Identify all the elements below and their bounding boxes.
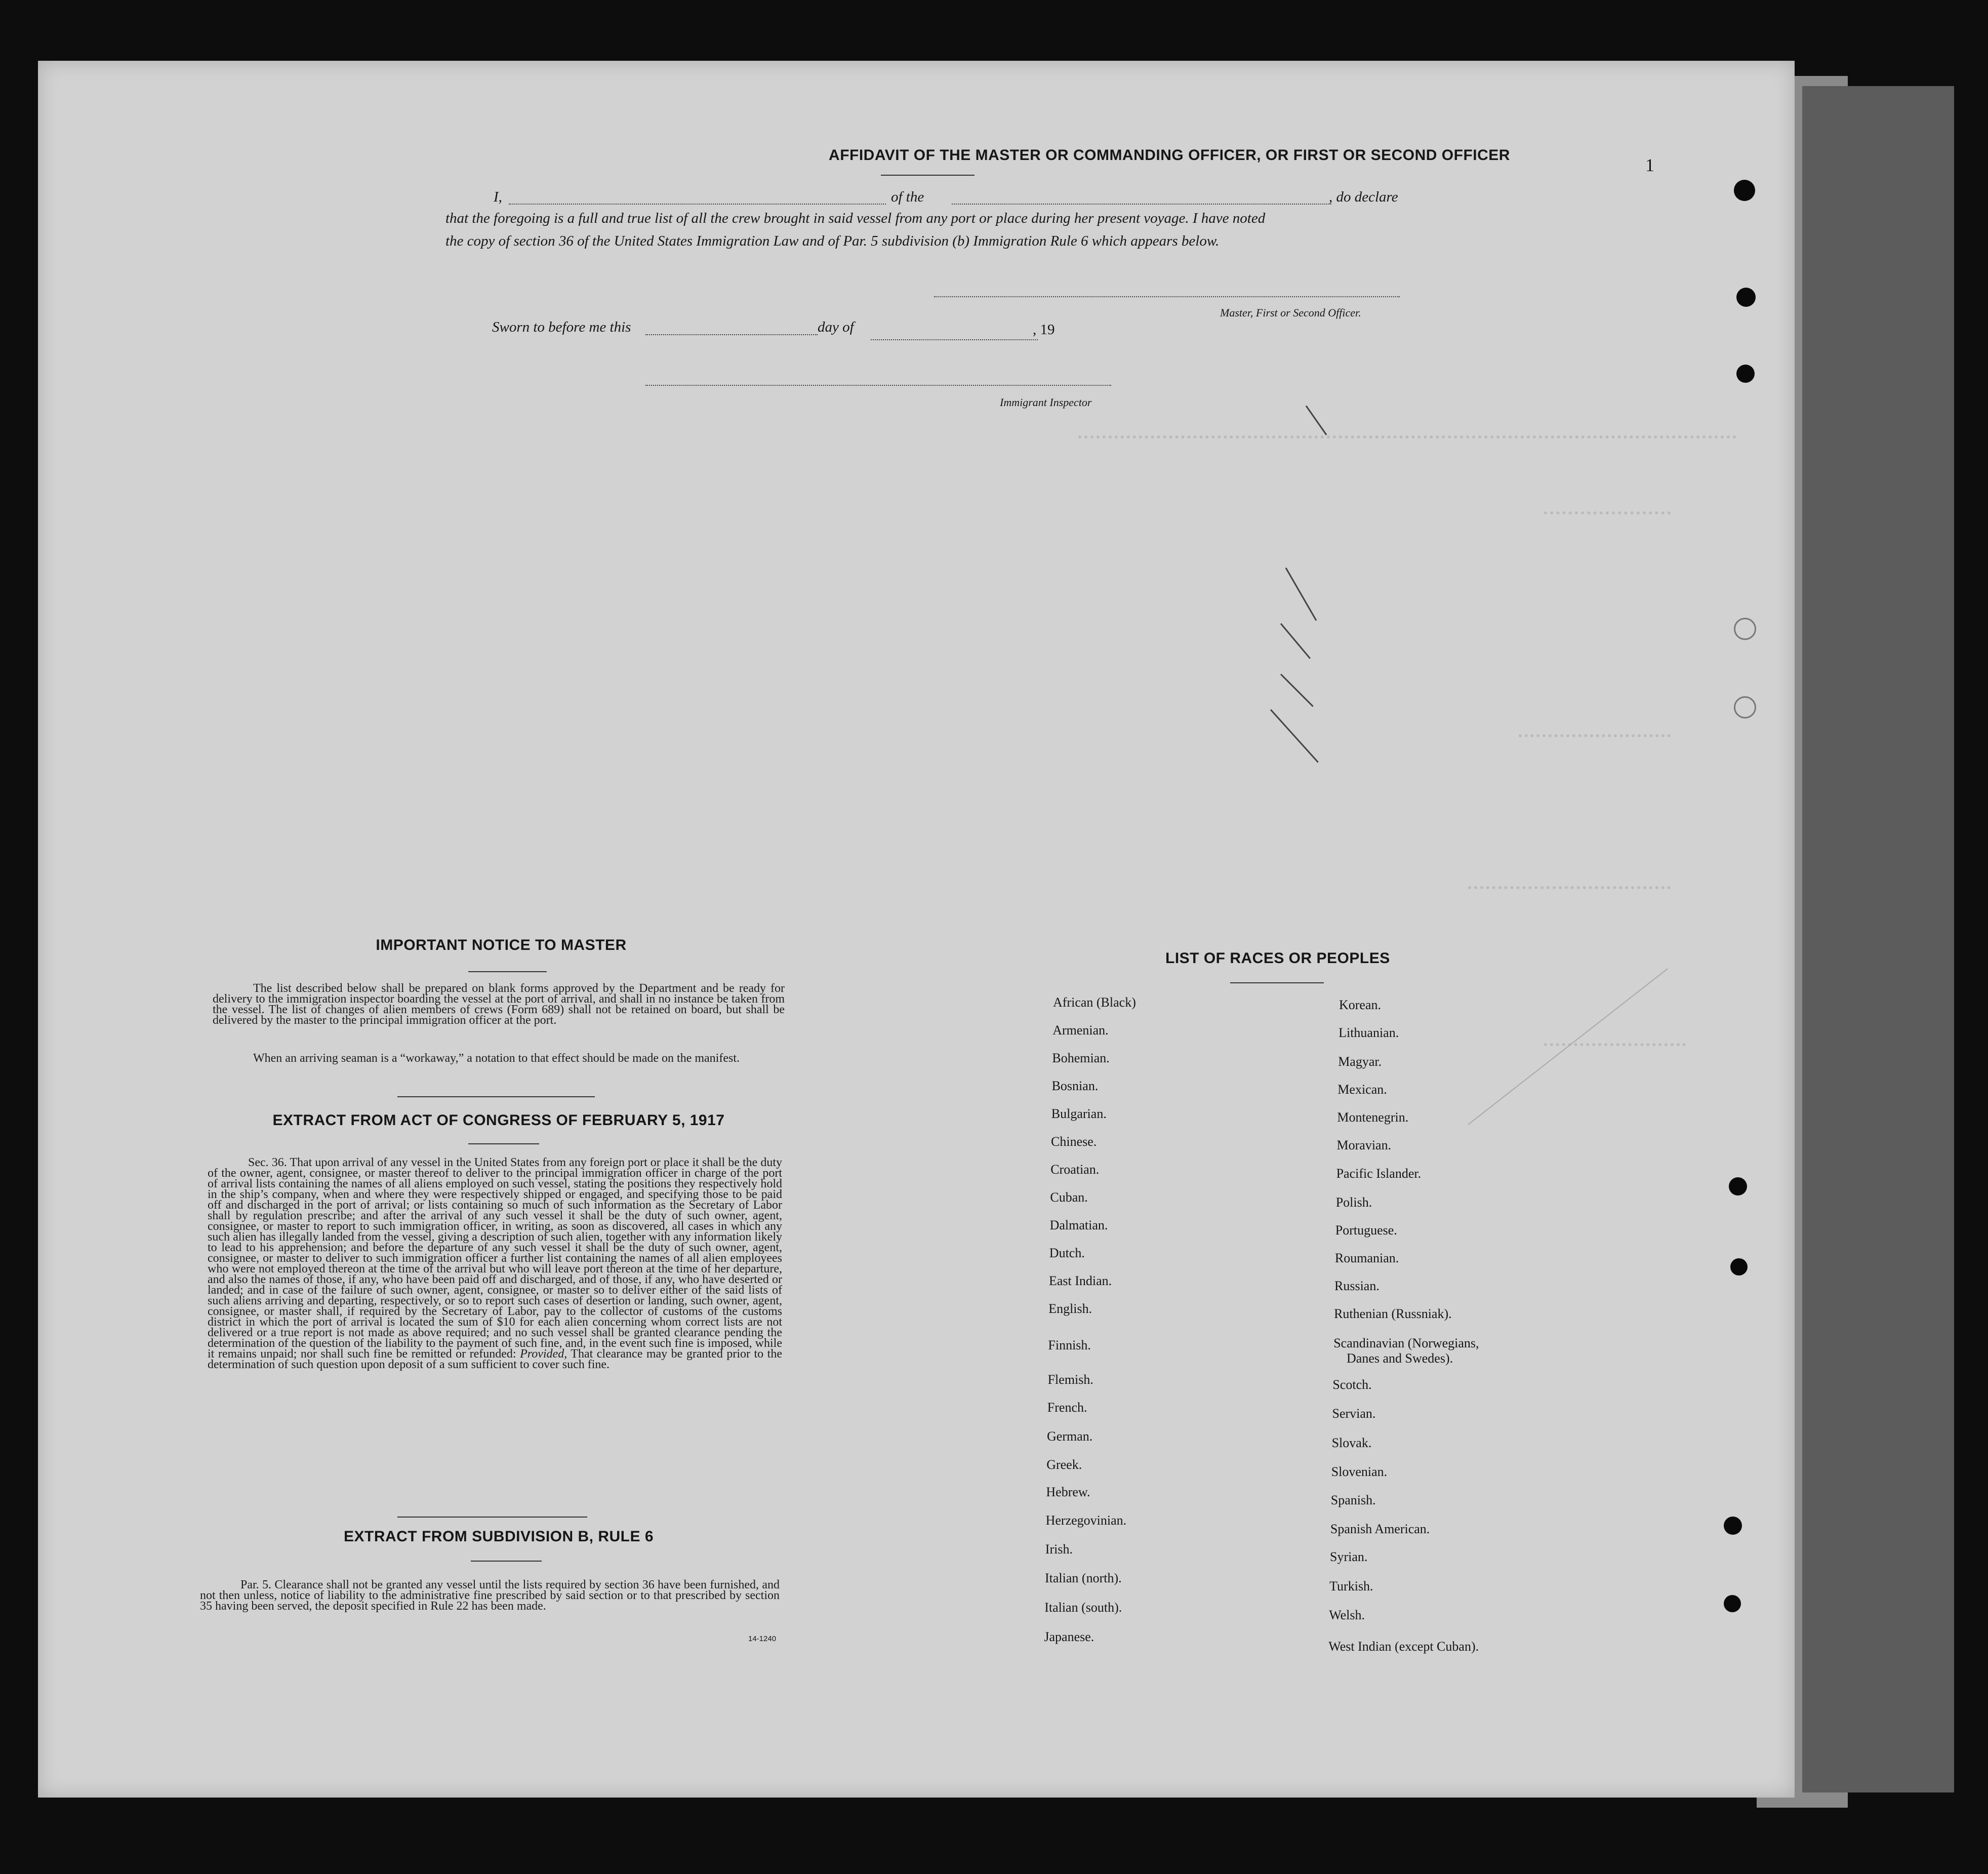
race-item: Spanish American. — [1330, 1522, 1430, 1536]
race-item: English. — [1048, 1301, 1092, 1316]
race-item: Dalmatian. — [1049, 1218, 1108, 1232]
race-item: Herzegovinian. — [1045, 1513, 1127, 1528]
divider — [468, 971, 547, 972]
section-text: That upon arrival of any vessel in the United States from any foreign port or place it shall be the duty of the owner, agent, consignee, or master thereof to deliver to the principal immigration officer in charge of the port of arrival lists containing the names of all aliens employed on such vessel, stating the positions they respectively hold in the ship’s company, when and where they were respectively shipped or engaged, and specifying those to be paid off and discharged in the port of arrival; or lists containing so much of such information as the Secretary of Labor shall by regulation prescribe; and after the arrival of any such vessel it shall be the duty of such owner, agent, consignee, or master to report to such immigration officer, in writing, as soon as discovered, all cases in which any such alien has illegally landed from the vessel, giving a description of such alien, together with any information likely to lead to his apprehension; and before the departure of any such vessel it shall be the duty of such owner, agent, consignee, or master to deliver to such immigration officer a further list containing the names of all alien employees who were not employed thereon at the time of the arrival but who will leave port thereon at the time of her departure, and also the names of those, if any, who have been paid off and discharged, and of those, if any, who have deserted or landed; and in case of the failure of such owner, agent, consignee, or master so to deliver either of the said lists of such aliens arriving and departing, respectively, or so to report such cases of desertion or landing, such owner, agent, consignee, or master shall, if required by the Secretary of Labor, pay to the collector of customs of the customs district in which the port of arrival is located the sum of $10 for each alien concerning whom correct lists are not delivered or a true report is not made as above required; and no such vessel shall be granted clearance pending the determination of the question of the liability to the payment of such fine, and, in the event such fine is imposed, while it remains unpaid; nor shall such fine be remitted or refunded: — [208, 1156, 782, 1361]
punch-hole — [1724, 1517, 1742, 1535]
race-item: Dutch. — [1049, 1246, 1085, 1260]
race-item: German. — [1047, 1429, 1093, 1444]
punch-hole — [1736, 365, 1755, 383]
divider — [397, 1517, 587, 1518]
master-signature-label: Master, First or Second Officer. — [1220, 306, 1361, 319]
race-item: Servian. — [1332, 1406, 1376, 1421]
race-item: Russian. — [1334, 1279, 1380, 1293]
sworn-month-blank — [871, 339, 1038, 340]
race-item: Scotch. — [1332, 1377, 1372, 1392]
race-item: Slovak. — [1331, 1436, 1372, 1450]
race-item: African (Black) — [1053, 995, 1136, 1010]
sworn-day-of: day of — [818, 319, 854, 335]
race-item: Pacific Islander. — [1336, 1166, 1422, 1181]
race-item: West Indian (except Cuban). — [1328, 1639, 1479, 1654]
bleed-through — [1468, 886, 1671, 892]
race-item: Mexican. — [1337, 1082, 1387, 1097]
bleed-through — [1078, 435, 1736, 442]
race-item: Chinese. — [1051, 1134, 1097, 1149]
race-item: Armenian. — [1052, 1023, 1109, 1038]
act-title: EXTRACT FROM ACT OF CONGRESS OF FEBRUARY 5, 1917 — [272, 1112, 725, 1129]
name-blank — [509, 204, 886, 205]
divider — [468, 1143, 539, 1144]
punch-hole-ring — [1734, 696, 1756, 719]
punch-hole — [1730, 1258, 1748, 1275]
race-item: Greek. — [1046, 1457, 1082, 1472]
race-item: Syrian. — [1330, 1549, 1368, 1564]
punch-hole — [1729, 1177, 1747, 1195]
race-item: Slovenian. — [1331, 1464, 1388, 1479]
rule-title: EXTRACT FROM SUBDIVISION B, RULE 6 — [343, 1528, 654, 1545]
rule-text: Par. 5. Clearance shall not be granted any vessel until the lists required by section 36 have been furnished, and not then unless, notice of liability to the administrative fine prescribed by said section or to that prescribed by section 35 having been served, the deposit specified in Rule 22 has been made. — [200, 1578, 780, 1613]
divider — [471, 1561, 542, 1562]
divider — [881, 175, 975, 176]
race-item: Welsh. — [1329, 1608, 1365, 1622]
race-item: Magyar. — [1338, 1054, 1382, 1069]
master-signature-line — [934, 296, 1400, 297]
sworn-day-blank — [645, 334, 818, 335]
section-label: Sec. 36. — [248, 1156, 287, 1169]
race-item: Japanese. — [1044, 1629, 1094, 1644]
affidavit-i: I, — [494, 189, 502, 205]
race-item: French. — [1047, 1400, 1087, 1415]
race-item: East Indian. — [1049, 1273, 1112, 1288]
punch-hole — [1724, 1595, 1741, 1612]
race-item: Danes and Swedes). — [1347, 1351, 1453, 1366]
race-item: Spanish. — [1330, 1493, 1376, 1507]
race-item: Turkish. — [1329, 1579, 1373, 1593]
notice-title: IMPORTANT NOTICE TO MASTER — [376, 937, 627, 953]
race-item: Cuban. — [1050, 1190, 1088, 1205]
race-item: Lithuanian. — [1338, 1025, 1399, 1040]
race-item: Irish. — [1045, 1542, 1073, 1557]
race-item: Korean. — [1339, 998, 1382, 1012]
race-item: Polish. — [1335, 1195, 1372, 1210]
races-title: LIST OF RACES OR PEOPLES — [1165, 950, 1390, 967]
act-text — [208, 1158, 782, 1370]
race-item: Montenegrin. — [1337, 1110, 1409, 1125]
sworn-year: , 19 — [1033, 322, 1055, 338]
race-item: Bulgarian. — [1051, 1106, 1107, 1121]
punch-hole-ring — [1734, 618, 1756, 640]
race-item: Flemish. — [1047, 1372, 1093, 1387]
vessel-blank — [952, 204, 1331, 205]
punch-hole — [1736, 288, 1756, 307]
divider — [1230, 982, 1324, 983]
affidavit-declare: , do declare — [1329, 189, 1398, 205]
race-item: Scandinavian (Norwegians, — [1333, 1336, 1479, 1350]
affidavit-line3: the copy of section 36 of the United States Immigration Law and of Par. 5 subdivision (b) Immigration Rule 6 which appears below. — [445, 233, 1220, 249]
race-item: Moravian. — [1336, 1138, 1392, 1152]
race-item: Italian (north). — [1045, 1571, 1122, 1585]
race-item: Bohemian. — [1052, 1051, 1110, 1065]
race-item: Finnish. — [1048, 1338, 1091, 1352]
sworn-prefix: Sworn to before me this — [492, 319, 631, 335]
divider — [397, 1096, 595, 1097]
notice-paragraph-2: When an arriving seaman is a “workaway,” a notation to that effect should be made on the manifest. — [253, 1052, 740, 1065]
affidavit-line2: that the foregoing is a full and true list of all the crew brought in said vessel from any port or place during her present voyage. I have noted — [445, 210, 1266, 226]
race-item: Italian (south). — [1044, 1600, 1122, 1615]
backing-sheet-dark — [1802, 86, 1954, 1792]
race-item: Roumanian. — [1334, 1251, 1399, 1265]
page-number: 1 — [1645, 155, 1654, 175]
proviso-text: That clearance may be granted prior to the determination of such question upon deposit of a sum sufficient to cover such fine. — [208, 1347, 782, 1371]
punch-hole — [1734, 180, 1755, 201]
race-item: Hebrew. — [1046, 1485, 1090, 1499]
inspector-label: Immigrant Inspector — [1000, 396, 1092, 409]
bleed-through — [1544, 511, 1671, 517]
affidavit-of-the: of the — [891, 189, 924, 205]
race-item: Bosnian. — [1051, 1079, 1099, 1093]
affidavit-title: AFFIDAVIT OF THE MASTER OR COMMANDING OFFICER, OR FIRST OR SECOND OFFICER — [829, 147, 1510, 164]
form-number: 14-1240 — [748, 1634, 777, 1643]
notice-paragraph-1: The list described below shall be prepared on blank forms approved by the Department and be ready for delivery to the immigration inspector boarding the vessel at the port of arrival, and shall in no instance be taken from the vessel. The list of changes of alien members of crews (Form 689) shall not be retained on board, but shall be delivered by the master to the principal immigration officer at the port. — [213, 982, 785, 1027]
race-item: Portuguese. — [1335, 1223, 1397, 1238]
race-item: Ruthenian (Russniak). — [1334, 1306, 1452, 1321]
bleed-through — [1519, 734, 1671, 740]
race-item: Croatian. — [1050, 1162, 1100, 1177]
inspector-signature-line — [645, 385, 1111, 386]
proviso-label: Provided, — [520, 1347, 567, 1361]
